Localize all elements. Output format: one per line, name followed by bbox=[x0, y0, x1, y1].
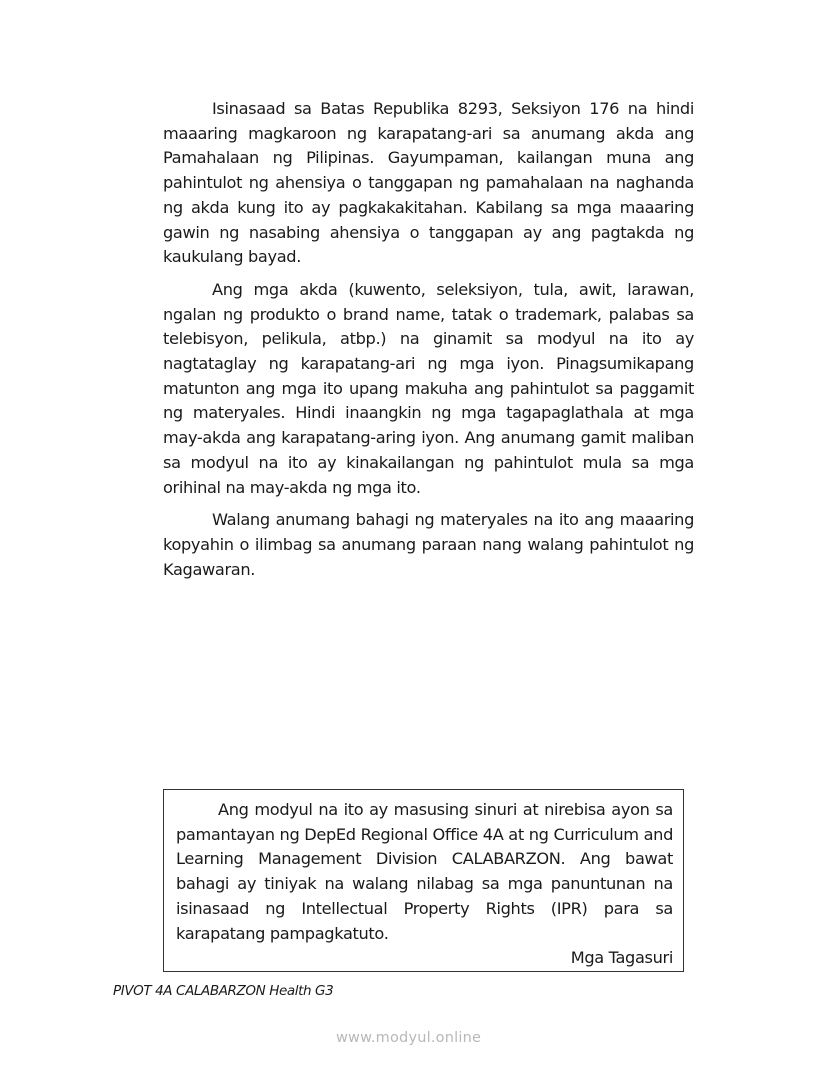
footer-module-label: PIVOT 4A CALABARZON Health G3 bbox=[113, 983, 334, 999]
review-statement-box bbox=[163, 789, 684, 972]
review-signature: Mga Tagasuri bbox=[570, 948, 673, 968]
paragraph-works-used: Ang mga akda (kuwento, seleksiyon, tula, awit, larawan, ngalan ng produkto o brand name, tatak o trademark, palabas sa telebisyon, pelikula, atbp.) na ginamit sa modyul na ito ay nagtataglay ng karapatang-ari ng mga iyon. Pinagsumikapang matunton ang mga ito upang makuha ang pahintulot sa paggamit ng materyales. Hindi inaangkin ng mga tagapaglathala at mga may-akda ang karapatang-aring iyon. Ang anumang gamit maliban sa modyul na ito ay kinakailangan ng pahintulot mula sa mga orihinal na may-akda ng mga ito. bbox=[163, 279, 694, 497]
paragraph-copyright-law: Isinasaad sa Batas Republika 8293, Seksiyon 176 na hindi maaaring magkaroon ng karapatang-ari sa anumang akda ang Pamahalaan ng Pilipinas. Gayumpaman, kailangan muna ang pahintulot ng ahensiya o tanggapan ng pamahalaan na naghanda ng akda kung ito ay pagkakakitahan. Kabilang sa mga maaaring gawin ng nasabing ahensiya o tanggapan ay ang pagtakda ng kaukulang bayad. bbox=[163, 99, 694, 267]
copyright-notice bbox=[163, 97, 694, 590]
review-statement-text: Ang modyul na ito ay masusing sinuri at nirebisa ayon sa pamantayan ng DepEd Regional Office 4A at ng Curriculum and Learning Management Division CALABARZON. Ang bawat bahagi ay tiniyak na walang nilabag sa mga panuntunan na isinasaad ng Intellectual Property Rights (IPR) para sa karapatang pampagkatuto. bbox=[176, 800, 673, 943]
watermark: www.modyul.online bbox=[336, 1030, 482, 1046]
paragraph-reproduction: Walang anumang bahagi ng materyales na ito ang maaaring kopyahin o ilimbag sa anumang paraan nang walang pahintulot ng Kagawaran. bbox=[163, 510, 694, 579]
